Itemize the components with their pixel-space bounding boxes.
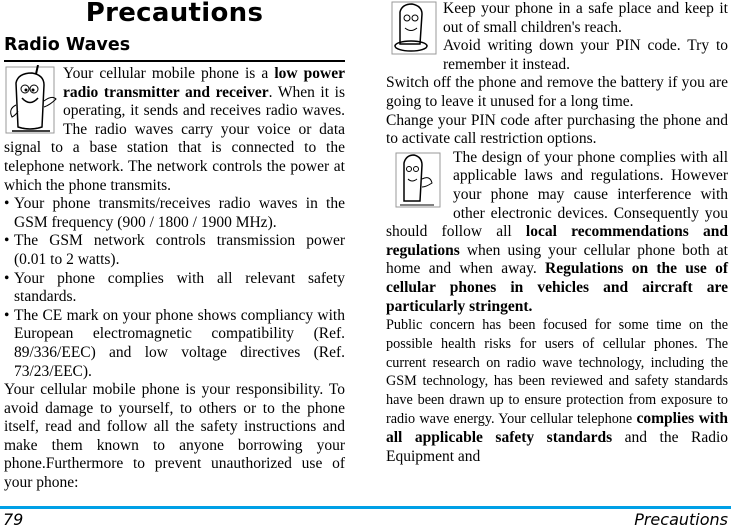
health-paragraph: Public concern has been focused for some time on the possible health risks for users of cellular phones. The current research on radio wave technology, including the GSM technology, has been reviewed and safety standards have been drawn up to ensure protection from exposure to radio wave energy. Your cellular telephone complies with all applicable safety standards and the Radio Equipment and <box>386 317 729 465</box>
regulations-paragraph: The design of your phone complies with all applicable laws and regulations. However your phone may cause interference with other electronic devices. Consequently you should follow all local recommendations and regulations when using your cellular phone both at home and when away. Regulations on the use of cellular phones in vehicles and aircraft are particularly stringent. <box>386 148 728 315</box>
switch-off-paragraph: Switch off the phone and remove the battery if you are going to leave it unused for a long time. <box>386 74 728 110</box>
left-column <box>4 0 345 493</box>
intro-paragraph: Your cellular mobile phone is a low power radio transmitter and receiver. When it is operating, it sends and receives radio waves. The radio waves carry your voice or data signal to a base station that is connected to the telephone network. The network controls the power at which the phone transmits. <box>4 65 346 194</box>
footer-title: Precautions <box>634 510 728 529</box>
change-pin-paragraph: Change your PIN code after purchasing the phone and to activate call restriction options. <box>386 111 728 148</box>
footer-rule <box>0 506 731 509</box>
tip-pin-code: Avoid writing down your PIN code. Try to remember it instead. <box>443 37 728 73</box>
tip-safe-place: Keep your phone in a safe place and keep it out of small children's reach. <box>443 0 728 36</box>
right-column <box>386 0 728 466</box>
list-item: • The GSM network controls transmission power (0.01 to 2 watts). <box>4 232 345 269</box>
page-title: Precautions <box>85 0 264 28</box>
list-item: • Your phone transmits/receives radio waves in the GSM frequency (900 / 1800 / 1900 MHz). <box>4 195 345 232</box>
phone-safe-place-icon <box>386 0 438 56</box>
facts-list <box>4 195 345 381</box>
list-item: • The CE mark on your phone shows compliancy with European electromagnetic compatibility (Ref. 89/336/EEC) and low voltage directives (Ref. 73/23/EEC). <box>4 307 345 381</box>
section-heading: Radio Waves <box>4 34 345 62</box>
responsibility-paragraph: Your cellular mobile phone is your responsibility. To avoid damage to yourself, to others or to the phone itself, read and follow all the safety instructions and make them known to anyone borrowing your phone.Furthermore to prevent unauthorized use of your phone: <box>4 381 345 492</box>
list-item: • Your phone complies with all relevant safety standards. <box>4 270 345 307</box>
page-number: 79 <box>3 510 24 529</box>
phone-mascot-icon <box>4 65 58 135</box>
phone-mascot-icon <box>394 149 449 209</box>
